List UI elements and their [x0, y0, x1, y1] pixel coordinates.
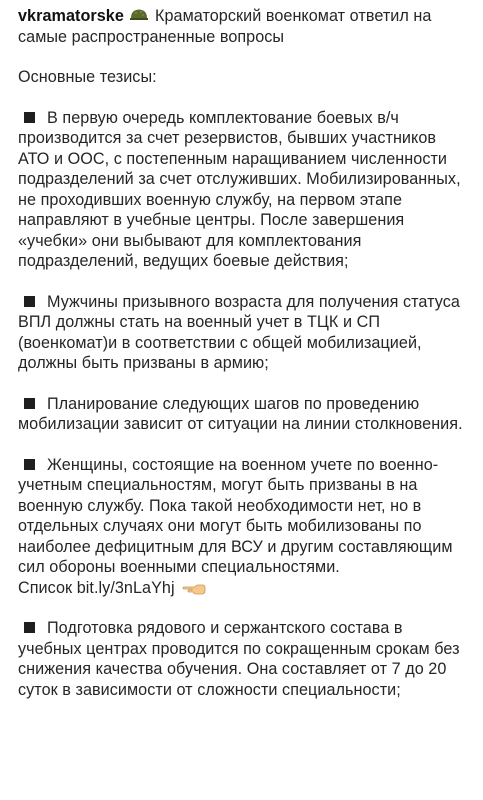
- caption-header: [18, 6, 465, 47]
- post-title: Краматорский военкомат ответил на самые распространенные вопросы: [18, 7, 432, 46]
- list-item: [18, 618, 465, 700]
- black-square-icon: [24, 112, 35, 123]
- username-link[interactable]: vkramatorske: [18, 7, 124, 25]
- backhand-index-pointing-left-icon: [182, 580, 206, 594]
- list-item: [18, 108, 465, 272]
- black-square-icon: [24, 398, 35, 409]
- theses-heading: Основные тезисы:: [18, 68, 157, 86]
- list-item-text: Планирование следующих шагов по проведению мобилизации зависит от ситуации на линии столкновения.: [18, 394, 463, 433]
- list-item: [18, 394, 465, 435]
- list-item: [18, 455, 465, 599]
- black-square-icon: [24, 622, 35, 633]
- list-item-text: В первую очередь комплектование боевых в/ч производится за счет резервистов, бывших участников АТО и ООС, с постепенным наращиванием численности подразделений за счет отслуживших. Мобилизированных, не проходивших военную службу, на первом этапе направляют в учебные центры. После завершения «учебки» они выбывают для комплектования подразделений, ведущих боевые действия;: [18, 108, 461, 270]
- black-square-icon: [24, 459, 35, 470]
- list-item: [18, 292, 465, 374]
- list-label: Список: [18, 578, 73, 597]
- list-item-text: Мужчины призывного возраста для получения статуса ВПЛ должны стать на военный учет в ТЦК и СП (военкомат)и в соответствии с общей мобилизацией, должны быть призваны в армию;: [18, 292, 460, 372]
- list-item-text: Женщины, состоящие на военном учете по военно-учетным специальностям, могут быть призваны в на военную службу. Пока такой необходимости нет, но в отдельных случаях они могут быть мобилизованы по наиболее дефицитным для ВСУ и другим составляющим сил обороны военными специальностями.: [18, 455, 453, 576]
- military-helmet-icon: [130, 7, 148, 21]
- list-link[interactable]: bit.ly/3nLaYhj: [76, 578, 175, 597]
- black-square-icon: [24, 296, 35, 307]
- list-item-text: Подготовка рядового и сержантского состава в учебных центрах проводится по сокращенным срокам без снижения качества обучения. Она составляет от 7 до 20 суток в зависимости от сложности специальности;: [18, 619, 460, 699]
